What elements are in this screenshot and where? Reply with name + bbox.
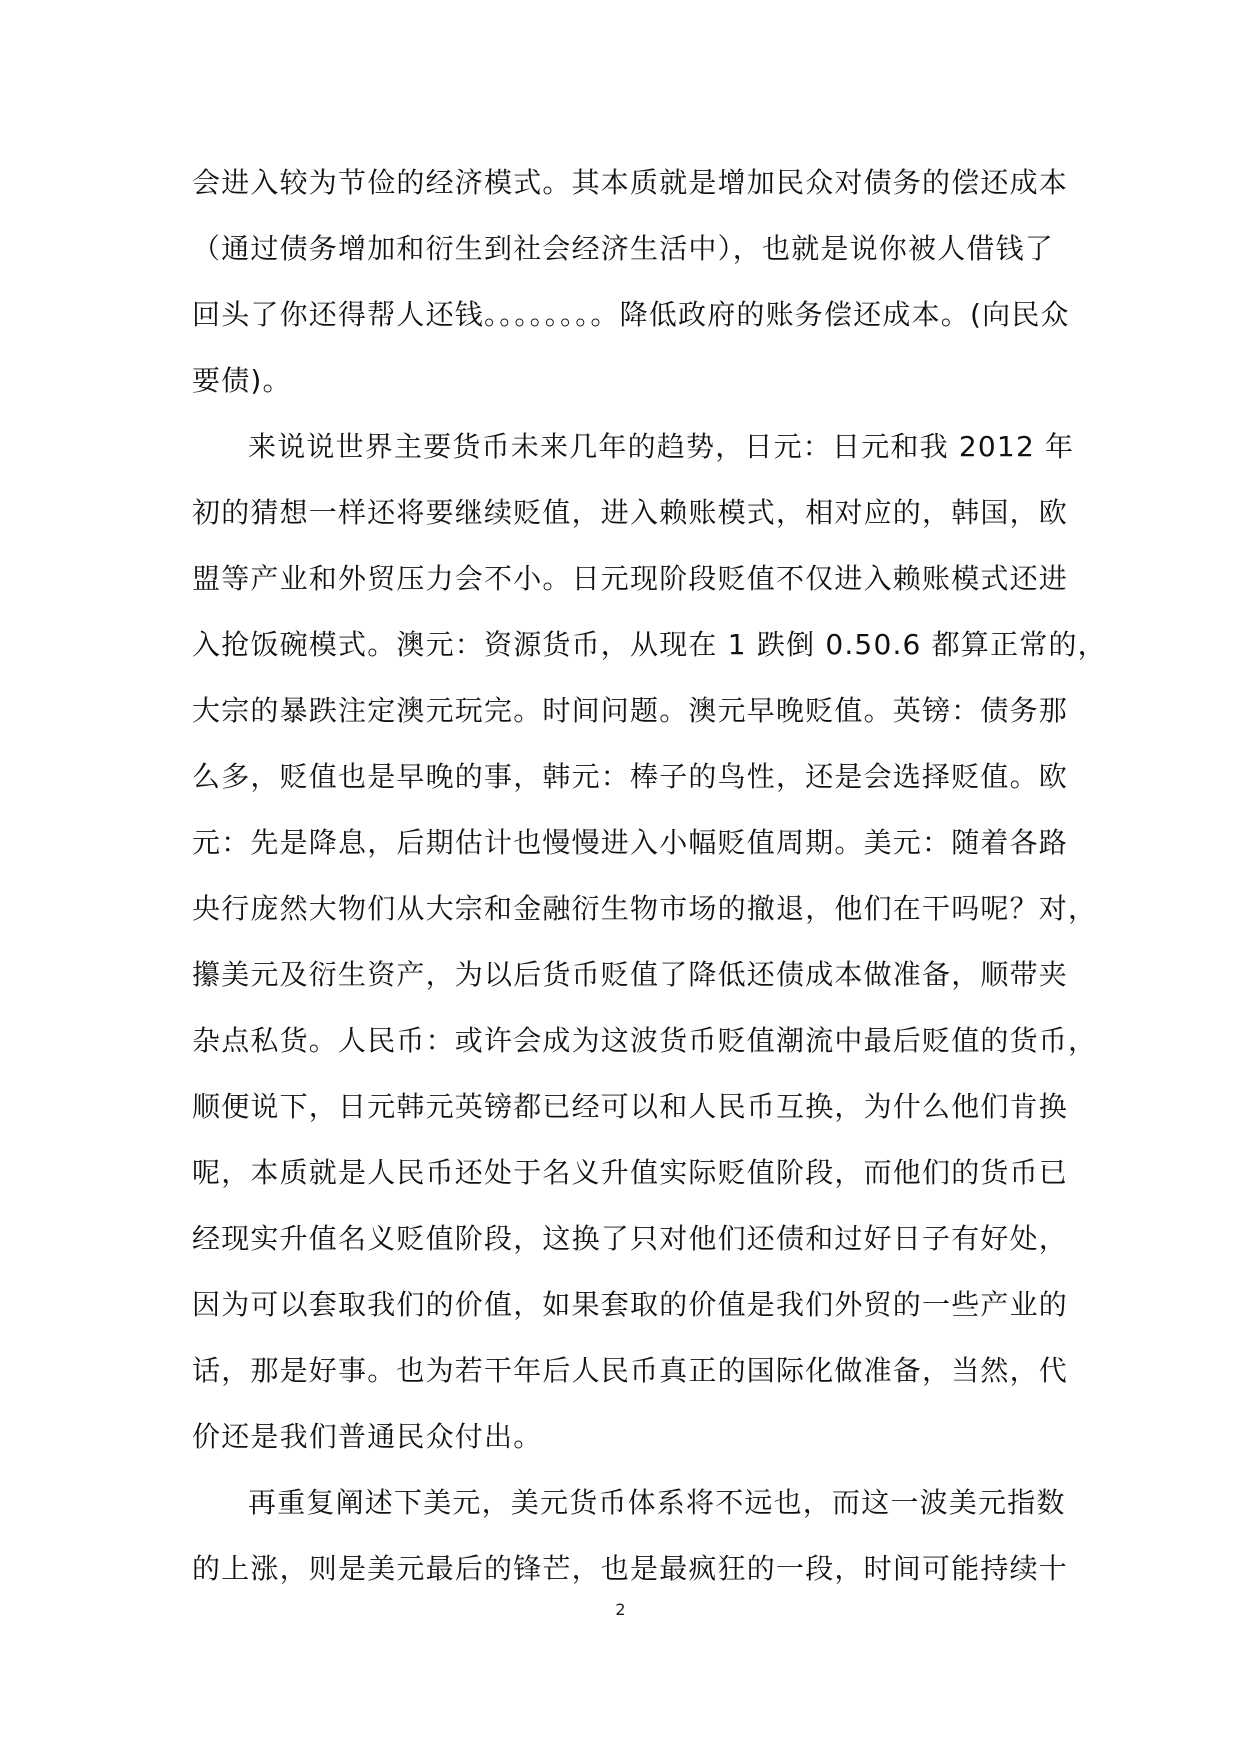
paragraph-1 [192, 150, 1070, 414]
paragraph-2-line-1: 来说说世界主要货币未来几年的趋势，日元：日元和我 2012 年 [248, 430, 1075, 463]
paragraph-2-line-13: 经现实升值名义贬值阶段，这换了只对他们还债和过好日子有好处， [192, 1222, 1069, 1255]
paragraph-1-line-2: （通过债务增加和衍生到社会经济生活中），也就是说你被人借钱了 [192, 232, 1055, 265]
paragraph-2-line-14: 因为可以套取我们的价值，如果套取的价值是我们外贸的一些产业的 [192, 1288, 1069, 1321]
paragraph-2-line-4: 入抢饭碗模式。澳元：资源货币，从现在 1 跌倒 0.50.6 都算正常的， [192, 628, 1107, 661]
paragraph-3-line-2: 的上涨，则是美元最后的锋芒，也是最疯狂的一段，时间可能持续十 [192, 1552, 1069, 1585]
paragraph-2-line-9: 攥美元及衍生资产，为以后货币贬值了降低还债成本做准备，顺带夹 [192, 958, 1069, 991]
paragraph-2-line-10: 杂点私货。人民币：或许会成为这波货币贬值潮流中最后贬值的货币， [192, 1024, 1098, 1057]
paragraph-2-line-2: 初的猜想一样还将要继续贬值，进入赖账模式，相对应的，韩国，欧 [192, 496, 1069, 529]
paragraph-2-line-8: 央行庞然大物们从大宗和金融衍生物市场的撤退，他们在干吗呢？对， [192, 892, 1098, 925]
paragraph-3 [192, 1470, 1069, 1602]
paragraph-2-line-16: 价还是我们普通民众付出。 [192, 1420, 543, 1453]
paragraph-2-line-11: 顺便说下，日元韩元英镑都已经可以和人民币互换，为什么他们肯换 [192, 1090, 1069, 1123]
paragraph-2-line-15: 话，那是好事。也为若干年后人民币真正的国际化做准备，当然，代 [192, 1354, 1069, 1387]
paragraph-2-line-5: 大宗的暴跌注定澳元玩完。时间问题。澳元早晚贬值。英镑：债务那 [192, 694, 1069, 727]
paragraph-2-line-12: 呢，本质就是人民币还处于名义升值实际贬值阶段，而他们的货币已 [192, 1156, 1069, 1189]
paragraph-3-line-1: 再重复阐述下美元，美元货币体系将不远也，而这一波美元指数 [248, 1486, 1066, 1519]
page-number: 2 [615, 1600, 626, 1619]
body-text [192, 150, 1107, 1602]
paragraph-1-line-3: 回头了你还得帮人还钱。。。。。。。。降低政府的账务偿还成本。(向民众 [192, 298, 1070, 331]
paragraph-1-line-1: 会进入较为节俭的经济模式。其本质就是增加民众对债务的偿还成本 [192, 166, 1069, 199]
paragraph-2 [192, 414, 1107, 1470]
paragraph-2-line-6: 么多，贬值也是早晚的事，韩元：棒子的鸟性，还是会选择贬值。欧 [192, 760, 1069, 793]
paragraph-1-line-4: 要债)。 [192, 364, 292, 397]
paragraph-2-line-7: 元：先是降息，后期估计也慢慢进入小幅贬值周期。美元：随着各路 [192, 826, 1069, 859]
paragraph-2-line-3: 盟等产业和外贸压力会不小。日元现阶段贬值不仅进入赖账模式还进 [192, 562, 1069, 595]
